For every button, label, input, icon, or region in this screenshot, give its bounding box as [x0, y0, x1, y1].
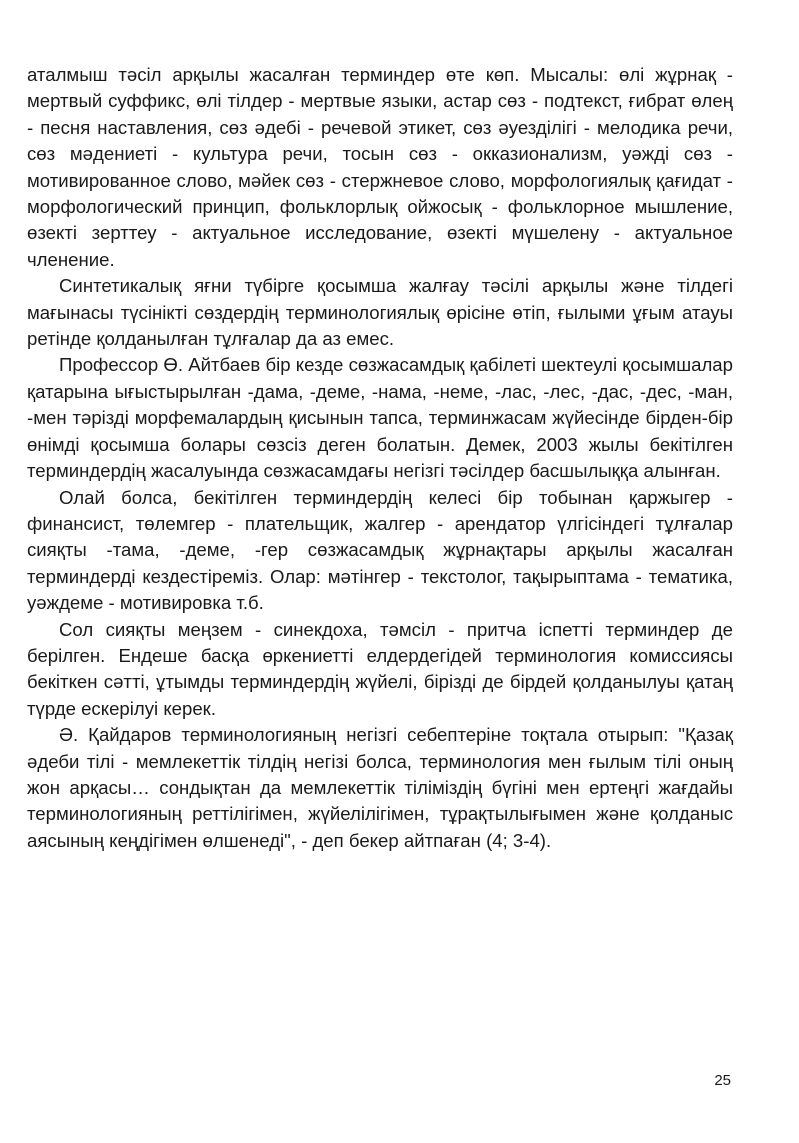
page-number: 25	[714, 1072, 731, 1089]
paragraph-4: Олай болса, бекітілген терминдердің келесі бір тобынан қаржыгер - финансист, төлемгер - плательщик, жалгер - арендатор үлгісіндегі тұлғалар сияқты -тама, -деме, -гер сөзжасамдық жұрнақтары арқылы жасалған терминдерді кездестіреміз. Олар: мәтінгер - текстолог, тақырыптама - тематика, уәждеме - мотивировка т.б.	[27, 486, 733, 614]
paragraph-3: Профессор Ө. Айтбаев бір кезде сөзжасамдық қабілеті шектеулі қосымшалар қатарына ығыстырылған -дама, -деме, -нама, -неме, -лас, -лес, -дас, -дес, -ман, -мен тәрізді морфемалардың қисынын тапса, терминжасам жүйесінде бірден-бір өнімді қосымша болары сөзсіз деген болатын. Демек, 2003 жылы бекітілген терминдердің жасалуында сөзжасамдағы негізгі тәсілдер басшылыққа алынған.	[27, 354, 733, 482]
paragraph-1: аталмыш тәсіл арқылы жасалған терминдер өте көп. Мысалы: өлі жұрнақ - мертвый суффикс, өлі тілдер - мертвые языки, астар сөз - подтекст, ғибрат өлең - песня наставления, сөз әдебі - речевой этикет, сөз әуезділігі - мелодика речи, сөз мәдениеті - культура речи, тосын сөз - окказионализм, уәжді сөз - мотивированное слово, мәйек сөз - стержневое слово, морфологиялық қағидат - морфологический принцип, фольклорлық ойжосық - фольклорное мышление, өзекті зерттеу - актуальное исследование, өзекті мүшелену - актуальное членение.	[27, 64, 733, 270]
paragraph-5: Сол сияқты меңзем - синекдоха, тәмсіл - притча іспетті терминдер де берілген. Ендеше басқа өркениетті елдердегідей терминология комиссиясы бекіткен сәтті, ұтымды терминдердің жүйелі, бірізді де бірдей қолданылуы қатаң түрде ескерілуі керек.	[27, 618, 733, 719]
paragraph-6: Ә. Қайдаров терминологияның негізгі себептеріне тоқтала отырып: "Қазақ әдеби тілі - мемлекеттік тілдің негізі болса, терминология мен ғылым тілі оның жон арқасы… сондықтан да мемлекеттік тіліміздің бүгіні мен ертеңгі жағдайы терминологияның реттілігімен, жүйелілігімен, тұрақтылығымен және қолданыс аясының кеңдігімен өлшенеді", - деп бекер айтпаған (4; 3-4).	[27, 724, 733, 851]
paragraph-2: Синтетикалық яғни түбірге қосымша жалғау тәсілі арқылы және тілдегі мағынасы түсінікті сөздердің терминологиялық өрісіне өтіп, ғылыми ұғым атауы ретінде қолданылған тұлғалар да аз емес.	[27, 275, 733, 350]
page-body	[27, 62, 733, 854]
